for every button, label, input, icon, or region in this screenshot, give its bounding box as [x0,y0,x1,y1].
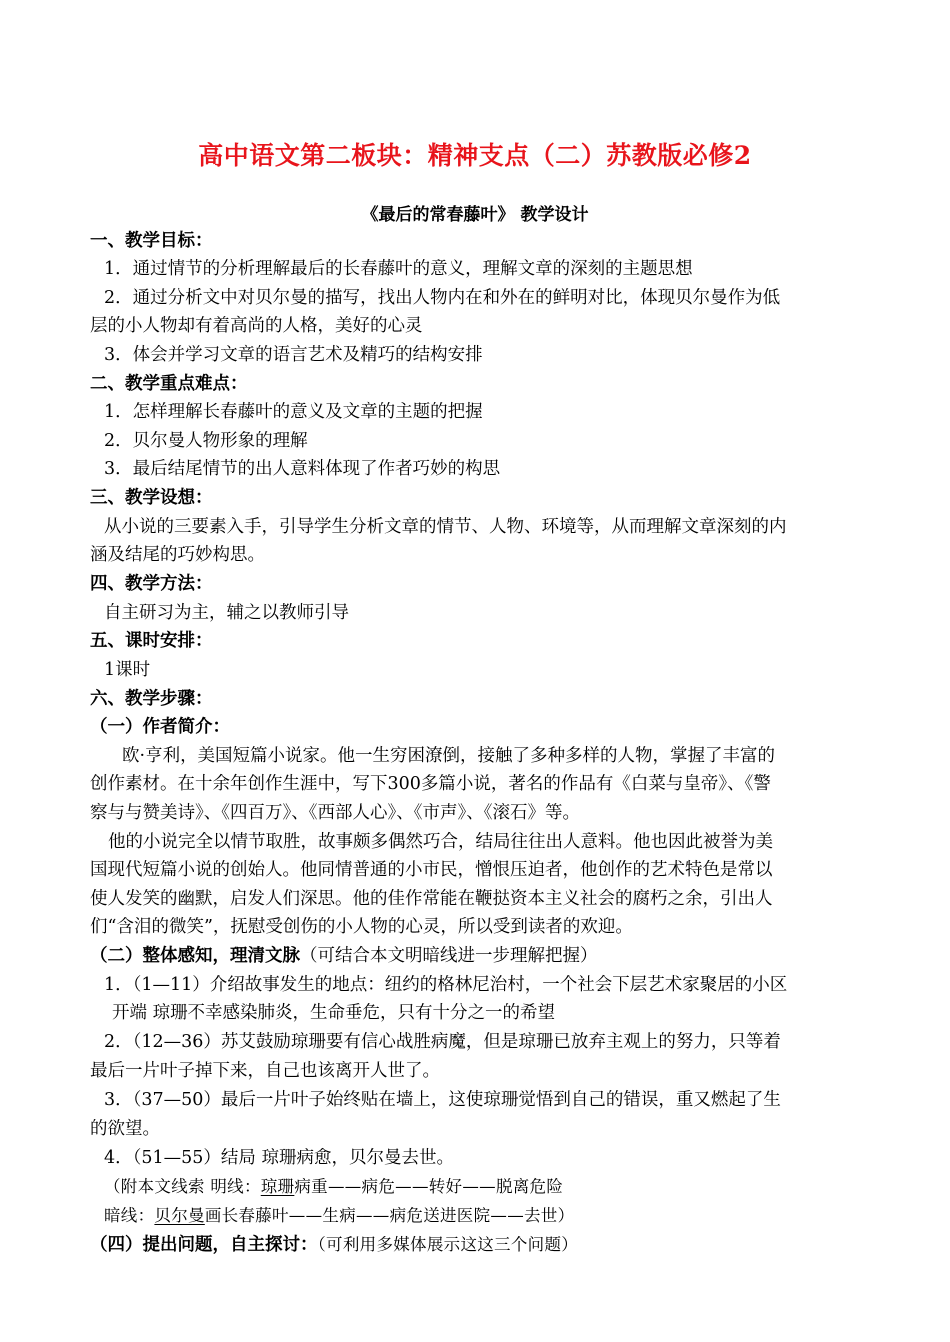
overview-item-2-line-1: 2．（12—36）苏艾鼓励琼珊要有信心战胜病魔，但是琼珊已放弃主观上的努力，只等着 [104,1032,781,1052]
storyline-bright [104,1175,563,1199]
overview-item-2-line-2: 最后一片叶子掉下来，自己也该离开人世了。 [90,1061,440,1081]
objective-item-3: 3．体会并学习文章的语言艺术及精巧的结构安排 [104,345,483,365]
storyline-dark-prefix: 暗线： [104,1206,155,1225]
overview-item-1-line-2: 开端 琼珊不幸感染肺炎，生命垂危，只有十分之一的希望 [112,1003,556,1023]
objective-item-2-line-1: 2．通过分析文中对贝尔曼的描写，找出人物内在和外在的鲜明对比，体现贝尔曼作为低 [104,288,781,308]
subsection-heading-overview: （二）整体感知，理清文脉 [90,946,300,966]
document-subtitle: 《最后的常春藤叶》 教学设计 [361,205,589,225]
concept-line-1: 从小说的三要素入手，引导学生分析文章的情节、人物、环境等，从而理解文章深刻的内 [104,517,787,537]
explore-note: （可利用多媒体展示这这三个问题） [317,1235,579,1254]
keypoint-item-1: 1．怎样理解长春藤叶的意义及文章的主题的把握 [104,402,483,422]
author-paragraph-1-line-2: 创作素材。在十余年创作生涯中，写下300多篇小说，著名的作品有《白菜与皇帝》、《警 [90,774,771,794]
section-heading-objectives: 一、教学目标： [90,231,213,251]
overview-item-4: 4．（51—55）结局 琼珊病愈，贝尔曼去世。 [104,1148,454,1168]
author-paragraph-2-line-3: 使人发笑的幽默，启发人们深思。他的佳作常能在鞭挞资本主义社会的腐朽之余，引出人 [90,889,773,909]
author-paragraph-1-line-1: 欧·亨利，美国短篇小说家。他一生穷困潦倒，接触了多种多样的人物，掌握了丰富的 [122,746,776,766]
subsection-heading-explore: （四）提出问题，自主探讨： [90,1235,318,1255]
subsection-explore [90,1233,578,1257]
storyline-bright-rest: 病重——病危——转好——脱离危险 [294,1177,564,1196]
concept-line-2: 涵及结尾的巧妙构思。 [90,545,265,565]
section-heading-method: 四、教学方法： [90,574,213,594]
overview-item-3-line-2: 的欲望。 [90,1119,160,1139]
author-paragraph-2-line-2: 国现代短篇小说的创始人。他同情普通的小市民，憎恨压迫者，他创作的艺术特色是常以 [90,860,773,880]
document-title: 高中语文第二板块：精神支点（二）苏教版必修2 [198,141,752,170]
storyline-dark-rest: 画长春藤叶——生病——病危送进医院——去世） [204,1206,575,1225]
storyline-dark [104,1204,574,1228]
section-heading-concept: 三、教学设想： [90,488,213,508]
keypoint-item-2: 2．贝尔曼人物形象的理解 [104,431,308,451]
overview-item-3-line-1: 3．（37—50）最后一片叶子始终贴在墙上，这使琼珊觉悟到自己的错误，重又燃起了生 [104,1090,781,1110]
subsection-heading-author: （一）作者简介： [90,717,230,737]
section-heading-schedule: 五、课时安排： [90,631,213,651]
author-paragraph-1-line-3: 察与与赞美诗》、《四百万》、《西部人心》、《市声》、《滚石》等。 [90,803,580,823]
section-heading-steps: 六、教学步骤： [90,689,213,709]
subsection-overview [90,944,598,968]
schedule-line-1: 1课时 [104,660,151,680]
section-heading-keypoints: 二、教学重点难点： [90,374,248,394]
storyline-dark-name: 贝尔曼 [154,1206,205,1225]
overview-item-1-line-1: 1．（1—11）介绍故事发生的地点：纽约的格林尼治村，一个社会下层艺术家聚居的小区 [104,975,788,995]
storyline-bright-name: 琼珊 [260,1177,295,1196]
keypoint-item-3: 3．最后结尾情节的出人意料体现了作者巧妙的构思 [104,459,501,479]
objective-item-2-line-2: 层的小人物却有着高尚的人格，美好的心灵 [90,316,423,336]
storyline-bright-prefix: （附本文线索 明线： [104,1177,261,1196]
overview-note: （可结合本文明暗线进一步理解把握） [300,946,598,966]
objective-item-1: 1．通过情节的分析理解最后的长春藤叶的意义，理解文章的深刻的主题思想 [104,259,693,279]
author-paragraph-2-line-4: 们“含泪的微笑”，抚慰受创伤的小人物的心灵，所以受到读者的欢迎。 [90,917,633,937]
author-paragraph-2-line-1: 他的小说完全以情节取胜，故事颇多偶然巧合，结局往往出人意料。他也因此被誉为美 [108,832,773,852]
method-line-1: 自主研习为主，辅之以教师引导 [104,603,349,623]
